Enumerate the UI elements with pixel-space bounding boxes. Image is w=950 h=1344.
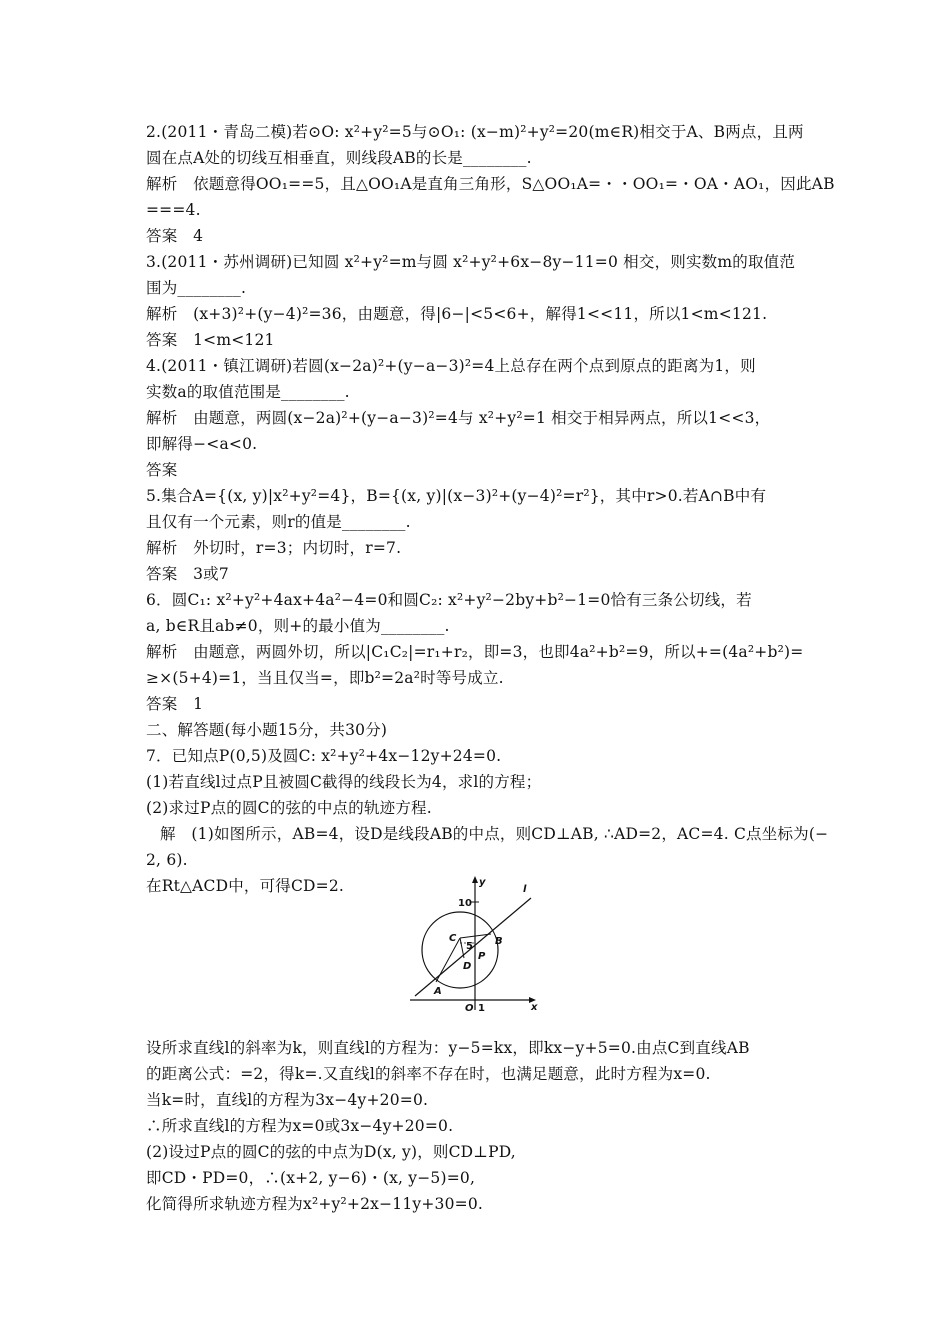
text-line: 2.(2011・青岛二模)若⊙O: x²+y²=5与⊙O₁: (x−m)²+y²=20(m∈R)相交于A、B两点，且两 (146, 123, 804, 141)
label-ten: 10 (458, 898, 472, 909)
text-line: 答案 4 (146, 227, 204, 245)
circle-c (422, 912, 498, 988)
label-x: x (531, 1002, 538, 1012)
text-line: 化简得所求轨迹方程为x²+y²+2x−11y+30=0. (146, 1195, 484, 1213)
label-a: A (434, 986, 442, 997)
text-line: 且仅有一个元素，则r的值是________. (146, 513, 411, 531)
text-line: 即CD・PD=0，∴(x+2, y−6)・(x, y−5)=0, (146, 1169, 476, 1187)
text-line: 解析 由题意，两圆(x−2a)²+(y−a−3)²=4与 x²+y²=1 相交于相异两点，所以1<<3， (146, 409, 771, 427)
text-line: 解 (1)如图所示，AB=4，设D是线段AB的中点，则CD⊥AB, ∴AD=2，AC=4. C点坐标为(− (160, 825, 829, 843)
text-line: 解析 由题意，两圆外切，所以|C₁C₂|=r₁+r₂，即=3，也即4a²+b²=9，所以+=(4a²+b²)= (146, 643, 804, 661)
text-line: 设所求直线l的斜率为k，则直线l的方程为：y−5=kx，即kx−y+5=0.由点C到直线AB (146, 1039, 750, 1057)
line-l (415, 898, 531, 996)
label-one: 1 (478, 1003, 485, 1012)
label-b: B (495, 936, 503, 947)
text-line: 答案 1 (146, 695, 204, 713)
text-line: 答案 1<m<121 (146, 331, 275, 349)
text-line: (1)若直线l过点P且被圆C截得的线段长为4，求l的方程； (146, 773, 542, 791)
label-o: O (465, 1003, 474, 1012)
text-line: 答案 3或7 (146, 565, 229, 583)
figure-svg (405, 872, 545, 1012)
text-line: 5.集合A={(x, y)|x²+y²=4}，B={(x, y)|(x−3)²+(y−4)²=r²}，其中r>0.若A∩B中有 (146, 487, 767, 505)
text-line: 7．已知点P(0,5)及圆C: x²+y²+4x−12y+24=0. (146, 747, 502, 765)
text-line: ≥×(5+4)=1，当且仅当=，即b²=2a²时等号成立. (146, 669, 504, 687)
text-line: 解析 (x+3)²+(y−4)²=36，由题意，得|6−|<5<6+，解得1<<11，所以1<m<121. (146, 305, 768, 323)
geometry-figure (405, 872, 545, 1012)
text-line: 解析 外切时，r=3；内切时，r=7. (146, 539, 402, 557)
segment-cd (460, 938, 464, 958)
text-line: 二、解答题(每小题15分，共30分) (146, 721, 388, 739)
text-line: 当k=时，直线l的方程为3x−4y+20=0. (146, 1091, 429, 1109)
label-p: P (478, 951, 486, 962)
text-line: 的距离公式：=2，得k=.又直线l的斜率不存在时，也满足题意，此时方程为x=0. (146, 1065, 711, 1083)
label-c: C (449, 933, 457, 944)
label-y: y (479, 877, 486, 888)
text-line: (2)求过P点的圆C的弦的中点的轨迹方程. (146, 799, 432, 817)
text-line: 解析 依题意得OO₁==5，且△OO₁A是直角三角形，S△OO₁A=・・OO₁=・OA・AO₁，因此AB (146, 175, 835, 193)
text-line: 6．圆C₁: x²+y²+4ax+4a²−4=0和圆C₂: x²+y²−2by+b²−1=0恰有三条公切线，若 (146, 591, 752, 609)
text-line: 在Rt△ACD中，可得CD=2. (146, 877, 345, 895)
label-five: 5 (466, 941, 473, 952)
segment-ca (436, 938, 460, 982)
text-line: 4.(2011・镇江调研)若圆(x−2a)²+(y−a−3)²=4上总存在两个点到原点的距离为1，则 (146, 357, 756, 375)
text-line: 2, 6). (146, 851, 188, 869)
text-line: 3.(2011・苏州调研)已知圆 x²+y²=m与圆 x²+y²+6x−8y−11=0 相交，则实数m的取值范 (146, 253, 796, 271)
text-line: 圆在点A处的切线互相垂直，则线段AB的长是________. (146, 149, 532, 167)
text-line: ===4. (146, 201, 201, 219)
label-d: D (463, 961, 472, 972)
text-line: (2)设过P点的圆C的弦的中点为D(x, y)，则CD⊥PD, (146, 1143, 516, 1161)
text-line: ∴所求直线l的方程为x=0或3x−4y+20=0. (146, 1117, 454, 1135)
text-line: 即解得−<a<0. (146, 435, 258, 453)
text-line: 答案 (146, 461, 178, 479)
text-line: a, b∈R且ab≠0，则+的最小值为________. (146, 617, 450, 635)
text-line: 围为________. (146, 279, 247, 297)
text-line: 实数a的取值范围是________. (146, 383, 350, 401)
y-axis-arrow (472, 876, 478, 883)
label-l: l (523, 884, 527, 895)
